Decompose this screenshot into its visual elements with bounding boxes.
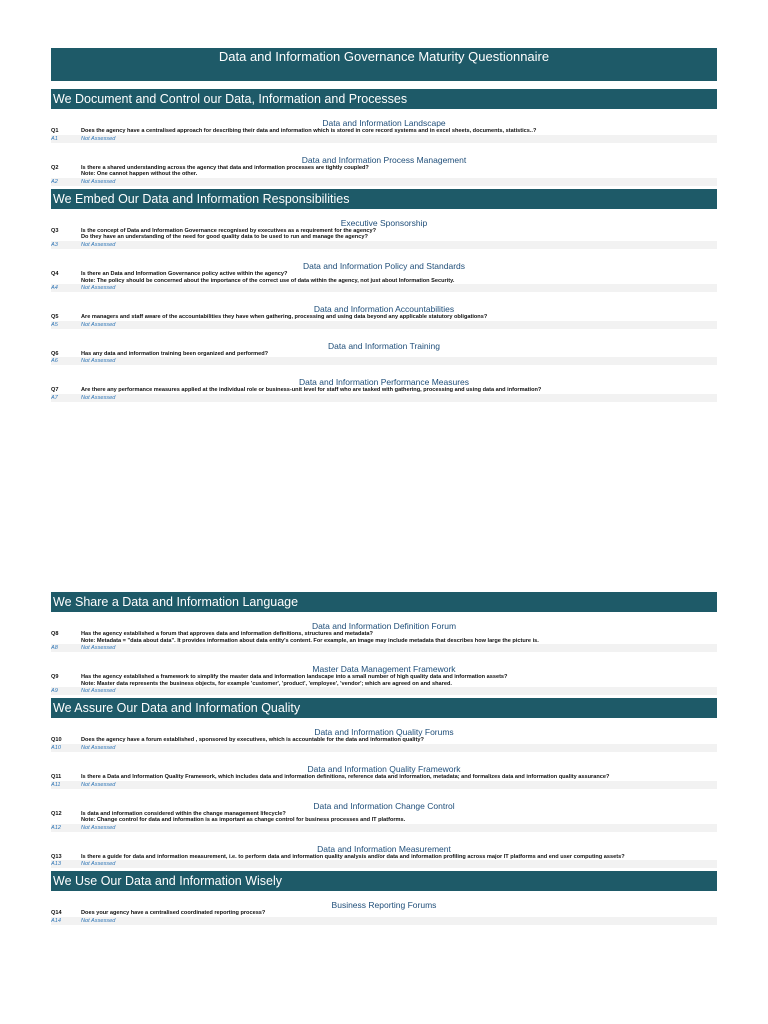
question-id: Q3 <box>51 227 59 234</box>
answer-value[interactable]: Not Assessed <box>81 744 116 751</box>
question-id: Q10 <box>51 737 62 744</box>
answer-row[interactable] <box>51 135 717 143</box>
section-header: We Embed Our Data and Information Responsibilities <box>51 189 717 209</box>
question-row <box>51 631 717 644</box>
question-id: Q6 <box>51 350 59 357</box>
answer-row[interactable] <box>51 321 717 329</box>
question-row <box>51 811 717 824</box>
question-text: Has any data and information training been organized and performed? <box>81 350 269 357</box>
question-block <box>51 612 717 655</box>
question-id: Q13 <box>51 853 62 860</box>
question-block <box>51 332 717 369</box>
answer-row[interactable] <box>51 644 717 652</box>
answer-row[interactable] <box>51 824 717 832</box>
question-text: Does your agency have a centralised coordinated reporting process? <box>81 910 266 917</box>
question-row <box>51 165 717 178</box>
question-block <box>51 792 717 835</box>
question-text: Is there an Data and Information Governance policy active within the agency? Note: The policy should be concerned about the importance of the correct use of data within the agency, not just about Information Security. <box>81 270 455 284</box>
question-id: Q5 <box>51 314 59 321</box>
answer-id: A10 <box>51 744 61 751</box>
question-topic: Data and Information Quality Forums <box>314 727 454 738</box>
question-topic: Data and Information Performance Measures <box>298 377 470 388</box>
question-block <box>51 295 717 332</box>
question-text: Is there a guide for data and information measurement, i.e. to perform data and information quality analysis and/or data and information profiling across major IT platforms and end user computing assets? <box>81 853 625 860</box>
section-header: We Document and Control our Data, Information and Processes <box>51 89 717 109</box>
answer-value[interactable]: Not Assessed <box>81 135 116 142</box>
question-block <box>51 146 717 189</box>
answer-id: A3 <box>51 241 58 248</box>
question-topic: Executive Sponsorship <box>340 217 428 228</box>
question-row <box>51 674 717 687</box>
question-block <box>51 755 717 792</box>
question-text: Are there any performance measures applied at the individual role or business-unit level for staff who are tasked with gathering, processing and using data and information? <box>81 387 542 394</box>
answer-row[interactable] <box>51 781 717 789</box>
question-row <box>51 737 717 744</box>
answer-value[interactable]: Not Assessed <box>81 688 116 695</box>
answer-id: A1 <box>51 135 58 142</box>
question-block <box>51 835 717 872</box>
section-header: We Use Our Data and Information Wisely <box>51 871 717 891</box>
question-id: Q1 <box>51 128 59 134</box>
answer-value[interactable]: Not Assessed <box>81 917 116 924</box>
questionnaire-page-1 <box>51 48 717 478</box>
question-row <box>51 774 717 781</box>
answer-value[interactable]: Not Assessed <box>81 321 116 328</box>
answer-id: A12 <box>51 824 61 831</box>
question-row <box>51 387 717 394</box>
question-id: Q12 <box>51 810 62 817</box>
questionnaire-title-bar <box>51 48 717 81</box>
answer-row[interactable] <box>51 178 717 186</box>
answer-id: A9 <box>51 688 58 695</box>
question-topic: Data and Information Policy and Standards <box>302 260 466 271</box>
section-header: We Share a Data and Information Language <box>51 592 717 612</box>
answer-id: A14 <box>51 917 61 924</box>
answer-id: A8 <box>51 645 58 652</box>
question-text: Has the agency established a framework to simplify the master data and information landscape into a small number of high quality data and information assets? Note: Master data represents the business objects, for example 'customer', 'product', 'employee', 'vendor'; which are agreed on and shared. <box>81 674 508 687</box>
answer-id: A4 <box>51 285 58 292</box>
question-id: Q2 <box>51 164 59 171</box>
answer-row[interactable] <box>51 687 717 695</box>
question-row <box>51 351 717 358</box>
answer-value[interactable]: Not Assessed <box>81 861 116 868</box>
question-id: Q9 <box>51 674 59 681</box>
question-topic: Master Data Management Framework <box>312 664 456 675</box>
question-topic: Data and Information Accountabilities <box>313 304 455 315</box>
answer-id: A11 <box>51 781 61 788</box>
question-text: Is data and information considered within the change management lifecycle? Note: Change control for data and information is as important as change control for business processes and IT platforms. <box>81 810 406 824</box>
answer-value[interactable]: Not Assessed <box>81 358 116 365</box>
question-text: Does the agency have a centralised approach for describing their data and information which is stored in core record systems and in excel sheets, documents, statistics..? <box>81 128 537 134</box>
question-text: Is there a Data and Information Quality Framework, which includes data and information definitions, reference data and information, metadata; and formalizes data and information quality assurance? <box>81 773 610 780</box>
question-text: Is there a shared understanding across the agency that data and information processes are tightly coupled? Note: One cannot happen without the other. <box>81 164 369 178</box>
question-block <box>51 655 717 698</box>
answer-row[interactable] <box>51 394 717 402</box>
answer-value[interactable]: Not Assessed <box>81 178 116 185</box>
questionnaire-page-2 <box>51 592 717 1024</box>
answer-row[interactable] <box>51 917 717 925</box>
question-id: Q14 <box>51 910 62 917</box>
question-row <box>51 854 717 861</box>
question-text: Has the agency established a forum that approves data and information definitions, structures and metadata? Note: Metadata = "data about data". It provides information about data entity's content. For example, an image may include metadata that describes how large the picture is. <box>81 631 539 644</box>
answer-id: A6 <box>51 358 58 365</box>
question-block <box>51 718 717 755</box>
question-id: Q11 <box>51 773 62 780</box>
question-topic: Data and Information Training <box>328 340 440 351</box>
question-row <box>51 271 717 284</box>
answer-value[interactable]: Not Assessed <box>81 824 116 831</box>
question-id: Q7 <box>51 387 59 394</box>
answer-row[interactable] <box>51 744 717 752</box>
answer-value[interactable]: Not Assessed <box>81 241 116 248</box>
question-topic: Data and Information Change Control <box>313 800 455 811</box>
question-topic: Data and Information Landscape <box>322 118 446 128</box>
question-block <box>51 891 717 928</box>
question-block <box>51 209 717 252</box>
answer-row[interactable] <box>51 284 717 292</box>
answer-row[interactable] <box>51 357 717 365</box>
question-block <box>51 252 717 295</box>
question-topic: Business Reporting Forums <box>331 900 437 911</box>
answer-id: A7 <box>51 394 58 401</box>
question-text: Does the agency have a forum established , sponsored by executives, which is accountable for the data and information quality? <box>81 737 424 744</box>
question-row <box>51 128 717 135</box>
answer-value[interactable]: Not Assessed <box>81 781 116 788</box>
answer-row[interactable] <box>51 860 717 868</box>
answer-value[interactable]: Not Assessed <box>81 285 116 292</box>
question-topic: Data and Information Definition Forum <box>311 621 457 631</box>
answer-value[interactable]: Not Assessed <box>81 645 116 652</box>
answer-id: A2 <box>51 178 58 185</box>
question-id: Q8 <box>51 631 59 637</box>
question-row <box>51 910 717 917</box>
section-header: We Assure Our Data and Information Quality <box>51 698 717 718</box>
questionnaire-title: Data and Information Governance Maturity Questionnaire <box>218 49 550 64</box>
question-block <box>51 368 717 405</box>
answer-id: A13 <box>51 861 61 868</box>
answer-row[interactable] <box>51 241 717 249</box>
question-id: Q4 <box>51 270 59 277</box>
answer-value[interactable]: Not Assessed <box>81 394 116 401</box>
question-topic: Data and Information Quality Framework <box>307 763 461 774</box>
question-block <box>51 109 717 146</box>
question-text: Are managers and staff aware of the accountabilities they have when gathering, processing and using data beyond any applicable statutory obligations? <box>81 314 488 321</box>
question-text: Is the concept of Data and Information Governance recognised by executives as a requirement for the agency? Do they have an understanding of the need for good quality data to be used to run and manage the agency? <box>81 227 376 241</box>
question-topic: Data and Information Process Management <box>301 154 467 165</box>
question-row <box>51 228 717 241</box>
question-topic: Data and Information Measurement <box>317 843 451 854</box>
question-row <box>51 314 717 321</box>
answer-id: A5 <box>51 321 58 328</box>
